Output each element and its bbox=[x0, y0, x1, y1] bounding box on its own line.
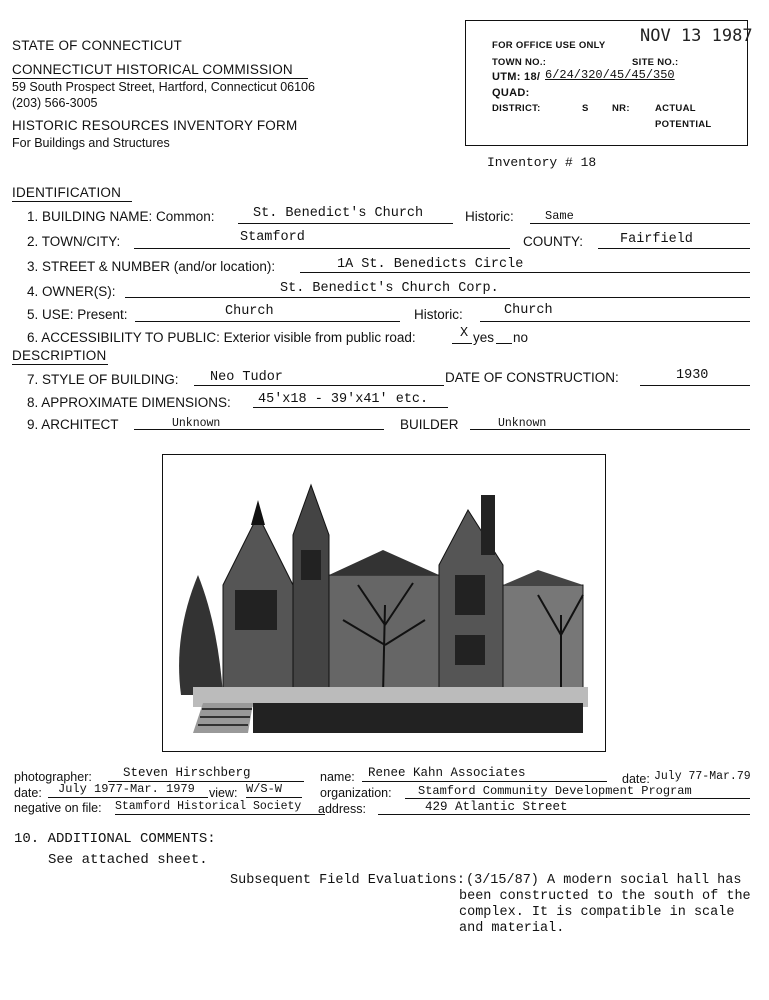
dimensions-line bbox=[253, 407, 448, 408]
dimensions-value: 45'x18 - 39'x41' etc. bbox=[258, 392, 429, 407]
accessibility-no-line bbox=[496, 343, 512, 344]
inventory-number: Inventory # 18 bbox=[487, 155, 597, 170]
style-line bbox=[194, 385, 444, 386]
street-label: 3. STREET & NUMBER (and/or location): bbox=[27, 259, 276, 274]
photo-date2-label: date: bbox=[14, 786, 42, 800]
date-stamp: NOV 13 1987 bbox=[640, 26, 753, 46]
street-value: 1A St. Benedicts Circle bbox=[337, 257, 524, 272]
accessibility-mark: X bbox=[460, 326, 469, 341]
utm-value: 6/24/320/45/45/350 bbox=[545, 68, 675, 82]
use-label: 5. USE: Present: bbox=[27, 307, 128, 322]
architect-line bbox=[134, 429, 384, 430]
commission-address: 59 South Prospect Street, Hartford, Connecticut 06106 bbox=[12, 80, 315, 94]
builder-value: Unknown bbox=[498, 417, 547, 430]
date-construction-value: 1930 bbox=[676, 368, 709, 383]
subsequent-line-2: been constructed to the south of the bbox=[459, 889, 751, 904]
photo-view-value: W/S-W bbox=[246, 782, 283, 796]
style-label: 7. STYLE OF BUILDING: bbox=[27, 372, 179, 387]
town-line bbox=[134, 248, 510, 249]
nr-label: NR: bbox=[612, 103, 630, 114]
building-name-common: St. Benedict's Church bbox=[253, 206, 424, 221]
historic-line bbox=[530, 223, 750, 224]
historic-label: Historic: bbox=[465, 209, 514, 224]
photo-name-value: Renee Kahn Associates bbox=[368, 766, 526, 780]
site-no-label: SITE NO.: bbox=[632, 57, 679, 68]
accessibility-mark-line bbox=[452, 343, 472, 344]
church-illustration bbox=[163, 455, 605, 751]
photo-address-label: address: bbox=[318, 802, 366, 816]
town-label: 2. TOWN/CITY: bbox=[27, 234, 121, 249]
county-value: Fairfield bbox=[620, 232, 693, 247]
county-label: COUNTY: bbox=[523, 234, 584, 249]
negative-label: negative on file: bbox=[14, 801, 102, 815]
owner-line bbox=[125, 297, 750, 298]
state-heading: STATE OF CONNECTICUT bbox=[12, 38, 182, 53]
subsequent-line-3: complex. It is compatible in scale bbox=[459, 905, 735, 920]
use-present-line bbox=[135, 321, 400, 322]
potential-label: POTENTIAL bbox=[655, 119, 712, 130]
photo-name-label: name: bbox=[320, 770, 355, 784]
identification-heading: IDENTIFICATION bbox=[12, 185, 122, 200]
builder-line bbox=[470, 429, 750, 430]
photo-view-label: view: bbox=[209, 786, 238, 800]
town-value: Stamford bbox=[240, 230, 305, 245]
photo-date-label: date: bbox=[622, 772, 650, 786]
identification-underline bbox=[12, 201, 132, 202]
county-line bbox=[598, 248, 750, 249]
date-construction-line bbox=[640, 385, 750, 386]
owner-value: St. Benedict's Church Corp. bbox=[280, 281, 499, 296]
owner-label: 4. OWNER(S): bbox=[27, 284, 116, 299]
street-line bbox=[300, 272, 750, 273]
use-historic-line bbox=[480, 321, 750, 322]
description-underline bbox=[12, 364, 108, 365]
actual-label: ACTUAL bbox=[655, 103, 696, 114]
building-photograph bbox=[162, 454, 606, 752]
photo-org-label: organization: bbox=[320, 786, 392, 800]
photo-org-line bbox=[405, 798, 750, 799]
building-name-label: 1. BUILDING NAME: Common: bbox=[27, 209, 215, 224]
photo-address-line bbox=[378, 814, 750, 815]
negative-value: Stamford Historical Society bbox=[115, 800, 302, 813]
architect-label: 9. ARCHITECT bbox=[27, 417, 119, 432]
photo-org-value: Stamford Community Development Program bbox=[418, 784, 692, 798]
subsequent-label: Subsequent Field Evaluations: bbox=[230, 873, 465, 888]
architect-value: Unknown bbox=[172, 417, 221, 430]
accessibility-yes: yes bbox=[473, 330, 495, 345]
use-historic-label: Historic: bbox=[414, 307, 463, 322]
use-present: Church bbox=[225, 304, 274, 319]
photo-date2-line bbox=[48, 797, 208, 798]
commission-phone: (203) 566-3005 bbox=[12, 96, 98, 110]
office-use-title: FOR OFFICE USE ONLY bbox=[492, 40, 606, 51]
accessibility-no: no bbox=[513, 330, 529, 345]
subsequent-line-4: and material. bbox=[459, 921, 565, 936]
district-value: S bbox=[582, 103, 589, 114]
dimensions-label: 8. APPROXIMATE DIMENSIONS: bbox=[27, 395, 231, 410]
date-construction-label: DATE OF CONSTRUCTION: bbox=[445, 370, 619, 385]
description-heading: DESCRIPTION bbox=[12, 348, 107, 363]
negative-line bbox=[115, 814, 325, 815]
photo-date2-value: July 1977-Mar. 1979 bbox=[58, 782, 195, 796]
district-label: DISTRICT: bbox=[492, 103, 541, 114]
subsequent-line-1: (3/15/87) A modern social hall has bbox=[466, 873, 742, 888]
photographer-value: Steven Hirschberg bbox=[123, 766, 251, 780]
photo-address-value: 429 Atlantic Street bbox=[425, 800, 568, 814]
form-subtitle: For Buildings and Structures bbox=[12, 136, 170, 150]
photographer-label: photographer: bbox=[14, 770, 92, 784]
accessibility-label: 6. ACCESSIBILITY TO PUBLIC: Exterior visible from public road: bbox=[27, 330, 416, 345]
commission-heading: CONNECTICUT HISTORICAL COMMISSION bbox=[12, 62, 293, 77]
builder-label: BUILDER bbox=[400, 417, 459, 432]
commission-underline bbox=[12, 78, 308, 79]
style-value: Neo Tudor bbox=[210, 370, 283, 385]
form-title: HISTORIC RESOURCES INVENTORY FORM bbox=[12, 118, 298, 133]
quad-label: QUAD: bbox=[492, 87, 530, 99]
comments-text: See attached sheet. bbox=[48, 852, 208, 868]
comments-heading: 10. ADDITIONAL COMMENTS: bbox=[14, 831, 216, 847]
building-name-historic: Same bbox=[545, 209, 574, 223]
photo-name-line bbox=[362, 781, 607, 782]
photo-view-line bbox=[246, 797, 302, 798]
town-no-label: TOWN NO.: bbox=[492, 57, 547, 68]
utm-label: UTM: 18/ bbox=[492, 71, 541, 83]
use-historic: Church bbox=[504, 303, 553, 318]
photo-date-value: July 77-Mar.79 bbox=[654, 770, 751, 783]
building-name-line bbox=[238, 223, 453, 224]
